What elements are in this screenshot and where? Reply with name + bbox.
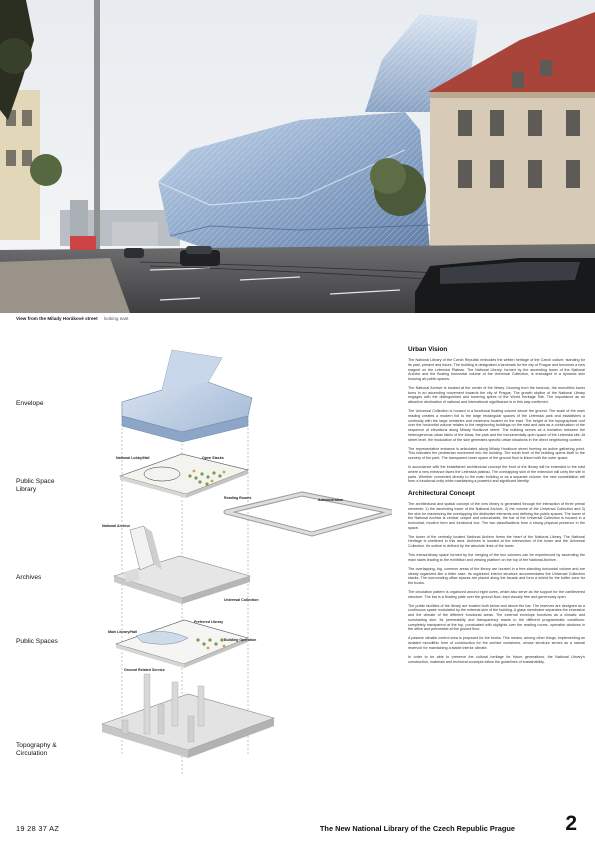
- layer-label-public-spaces: Public Spaces: [16, 638, 58, 645]
- caption-title: View from the Milady Horákové street: [16, 316, 98, 321]
- annotation-administration: Administration: [318, 498, 344, 502]
- paragraph: The public facilities of the library are located both below and above the bar. The reserves are designed as a continuous space modulated by the external skin of the building. A glass membrane separates the excessive and the climate of the different functional areas. The external envelope functions as a climatic and sunshading skin. Its permeability and transparency reacts to the different programmatic conditions: completely transparent at the top, punctuated with skylights over the reading rooms, openable windows in the office and permeable at the ground floor.: [408, 603, 585, 632]
- paragraph: The Universal Collection is housed in a functional floating volume above the ground. The scale of the main reading creates a modern foil to the large rectangular spaces of the Letenská park and establishes a continuity with the large ministries and museums located on the east. The height of the topographical roof over the horizontal volume relates to the neighboring buildings on the east and acts as a continuation of the sequence of elevations along Milady Horákové street. The building serves as a transition between the heterogeneous urban fabric of the ideas, the park and the monumentally open space of the Letenská site. At street level, the modulation of the skin generates specific urban situations in the direct neighboring context.: [408, 409, 585, 442]
- text-column: [408, 346, 585, 796]
- envelope-layer: [122, 350, 252, 442]
- annotation-reading-rooms: Reading Rooms: [224, 496, 252, 500]
- paragraph: In order to be able to preserve the cultural heritage for future generations, the National Library's construction, materials and technical concepts follow the guidelines of sustainability.: [408, 654, 585, 664]
- layer-label-topography: Topography & Circulation: [16, 742, 57, 758]
- annotation-national-archive: National Archive: [102, 524, 131, 528]
- annotation-national-lobby: National Lobby/Hall: [116, 456, 150, 460]
- annotation-main-library: Main Library/Hall: [108, 630, 137, 634]
- hero-rendering: [0, 0, 595, 313]
- layer-label-envelope: Envelope: [16, 400, 44, 407]
- page-number: 2: [565, 812, 577, 835]
- paragraph: A passive climatic control area is proposed for the books. This means, among other things, implementing an isolated monolithic form of construction for the archive containers, whose structure serves as a natural reservoir for maintaining a stable interior climate.: [408, 636, 585, 650]
- project-title: The New National Library of the Czech Republic Prague: [319, 824, 515, 833]
- public-spaces-plate: [116, 620, 248, 668]
- paragraph: The tower of the centrally located National Archive forms the heart of the National Library. The National Heritage is sheltered in this area. Archives is located at the intersection of the tower and the Universal Collection. Its outline is defined by the absolute lines of the tower.: [408, 534, 585, 549]
- paragraph: The overlapping, big, common areas of the library are housed in a free-standing horizontal volume and are clearly organized like a letter case. Its organized interior structure accommodates the Universal Collection stacks. The surrounding office spaces are placed along the facade and form a shield for the buffer zone for the books.: [408, 566, 585, 586]
- paragraph: The National Archive is located at the center of the library. Growing from the bedrock, the monolithic tower turns in an ascending movement towards the city of Prague. The growth skyline of the National Library engages with the distinguished and towering spires of the World Heritage Site. The importance as an attractive destination of national and international significance is in this way confirmed.: [408, 385, 585, 405]
- annotation-preferred-library: Preferred Library: [194, 620, 224, 624]
- car: [415, 258, 595, 313]
- paragraph: The representative entrance is articulated along Milady Horákové street forming an active gathering point. This indicates the pedestrian movement into the building. The south front of the building opens itself to the scenery of the park. The transparent lower space of the ground floor is linked with the outer space.: [408, 446, 585, 461]
- paragraph: The National Library of the Czech Republic embodies the written heritage of the Czech culture, standing for its past, present and future. The building is designated a landmark for the city of Prague and becomes a new magnet on the Letenská Plateau. The National Library, formed by the ascending tower of the National Archive and the floating horizontal volume of the Universal Collection, is envisaged in a dynamic skin housing all public spaces.: [408, 358, 585, 381]
- layer-label-archives: Archives: [16, 574, 42, 581]
- annotation-open-stacks: Open Stacks: [202, 456, 224, 460]
- layer-label-public-space-library: Public Space Library: [16, 478, 55, 494]
- diagram-drawing: [12, 336, 392, 790]
- hero-caption: [16, 316, 128, 321]
- paragraph: The circulation pattern is organized around eight cores, which also serve as the support for the cantilevered structure. The bar is a floating plate over the ground floor, kept visually free and generously open.: [408, 590, 585, 599]
- library-plate: [120, 454, 248, 498]
- street-view-image: [0, 0, 595, 313]
- annotation-building-operation: Building Operation: [224, 638, 257, 642]
- annotation-ground-services: Ground Related Service: [124, 668, 165, 672]
- paragraph: In accordance with the established architectural concept the front of the library will be extended to the east where a new entrance faces the Letenská plateau. The overlapping skin of the extension will unify the site in parts. Whether connected directly to the main building or as a separate volume, the new constellation will form a functional unity while maintaining a powerful and significant identity.: [408, 465, 585, 484]
- entry-code: 19 28 37 AZ: [16, 824, 60, 833]
- paragraph: The architectural and spatial concept of the new library is generated through the interaction of three primal elements: 1) the ascending tower of the National Archive, 2) the volume of the Universal Collection and 3) the skin for maximizing the overlapping the distinctive elements and defining the public spaces. The tower of the National Archive is central, unique and untouchable, the bar of the Universal Collection is housed in a horizontal, modern form and functional box. The two classifications form a strong physical presence in the space.: [408, 502, 585, 530]
- exploded-axonometric-diagram: [12, 336, 392, 790]
- heading-architectural-concept: Architectural Concept: [408, 490, 475, 497]
- caption-subtitle: looking east: [103, 316, 129, 321]
- paragraph: This extraordinary space formed by the merging of the two volumes can be experienced by ascending the main stairs leading to the exhibition and viewing platform on the top of the National Archive.: [408, 553, 585, 562]
- annotation-universal-collection: Universal Collection: [224, 598, 259, 602]
- heading-urban-vision: Urban Vision: [408, 346, 448, 353]
